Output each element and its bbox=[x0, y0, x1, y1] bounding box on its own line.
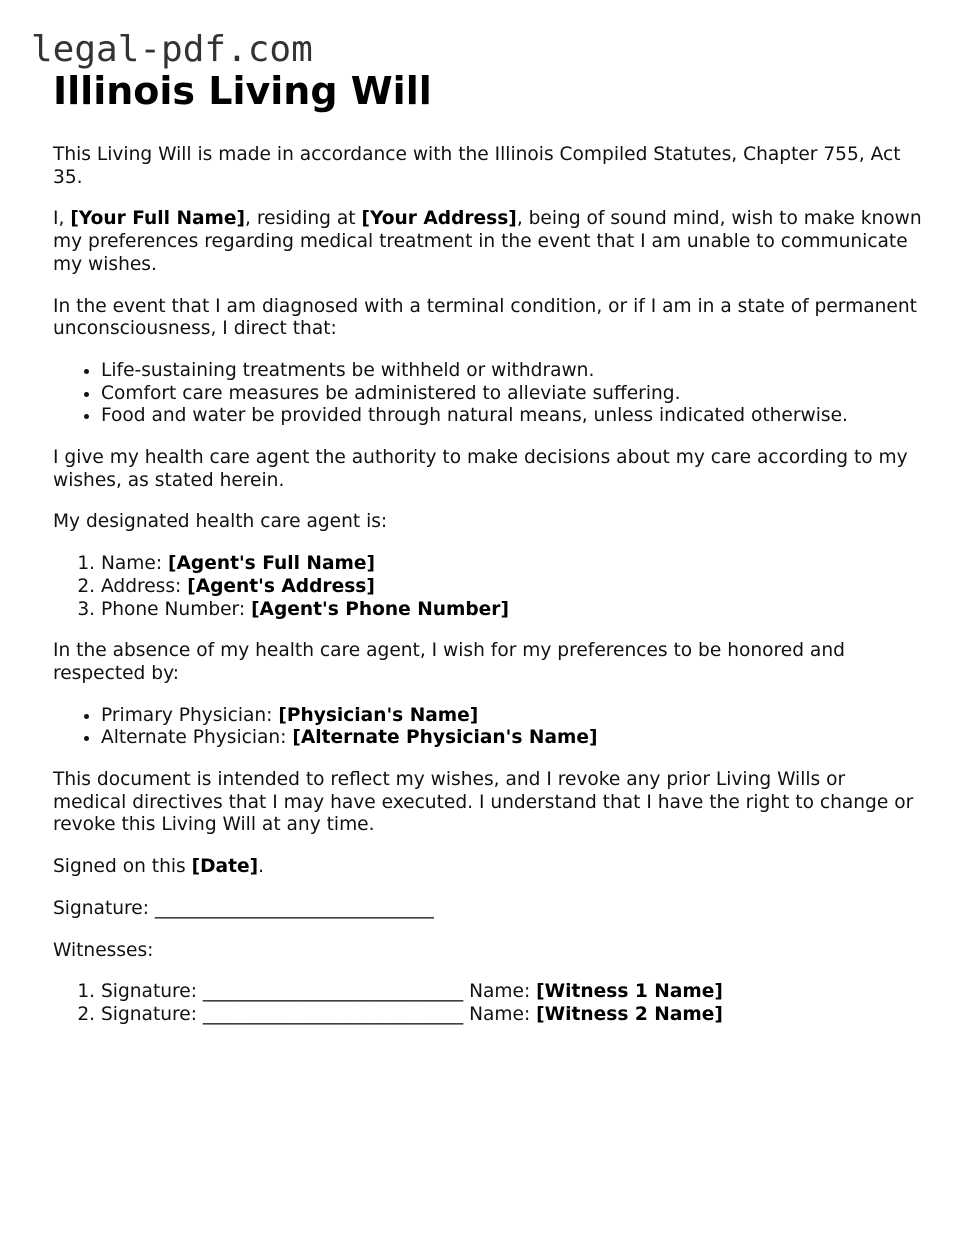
witnesses-label: Witnesses: bbox=[53, 939, 154, 961]
agent-item-label: Name: bbox=[101, 553, 169, 575]
watermark: legal-pdf.com bbox=[31, 29, 313, 70]
agent-intro: My designated health care agent is: bbox=[53, 511, 388, 533]
witness-1-name-placeholder: [Witness 1 Name] bbox=[536, 981, 723, 1003]
witness-signature-line: Signature: ____________________________ Name: bbox=[101, 981, 537, 1003]
signed-suffix: . bbox=[258, 856, 265, 878]
authority-paragraph: I give my health care agent the authority to make decisions about my care according to my wishes, as stated herein. bbox=[53, 447, 908, 491]
signature-line: Signature: ______________________________ bbox=[53, 897, 434, 919]
witness-signature-line: Signature: ____________________________ Name: bbox=[101, 1003, 537, 1025]
absence-paragraph: In the absence of my health care agent, I wish for my preferences to be honored and respected by: bbox=[53, 640, 845, 684]
condition-paragraph: In the event that I am diagnosed with a terminal condition, or if I am in a state of permanent unconsciousness, I direct that: bbox=[53, 295, 917, 340]
agent-phone-placeholder: [Agent's Phone Number] bbox=[251, 598, 509, 620]
agent-item bbox=[101, 599, 923, 622]
agent-item bbox=[101, 576, 923, 599]
declaration-paragraph bbox=[53, 208, 923, 276]
full-name-placeholder: [Your Full Name] bbox=[70, 208, 246, 230]
witness-item bbox=[101, 1004, 923, 1027]
date-placeholder: [Date] bbox=[191, 856, 259, 878]
declaration-suffix: , being of sound mind, wish to make known my preferences regarding medical treatment in the event that I am unable to communicate my wishes. bbox=[53, 208, 922, 275]
agent-name-placeholder: [Agent's Full Name] bbox=[168, 553, 376, 575]
physician-label: Alternate Physician: bbox=[101, 727, 293, 749]
directive-item: • Food and water be provided through natural means, unless indicated otherwise. bbox=[101, 405, 923, 428]
physician-name-placeholder: [Physician's Name] bbox=[278, 704, 479, 726]
witness-item bbox=[101, 981, 923, 1004]
agent-item-label: Phone Number: bbox=[101, 598, 252, 620]
agent-address-placeholder: [Agent's Address] bbox=[187, 575, 375, 597]
directive-item: • Life-sustaining treatments be withheld or withdrawn. bbox=[101, 360, 923, 383]
alternate-physician-placeholder: [Alternate Physician's Name] bbox=[292, 727, 598, 749]
declaration-middle: , residing at bbox=[245, 208, 362, 230]
address-placeholder: [Your Address] bbox=[361, 208, 517, 230]
agent-item-label: Address: bbox=[101, 575, 188, 597]
revocation-paragraph: This document is intended to reflect my wishes, and I revoke any prior Living Wills or medical directives that I may have executed. I understand that I have the right to change or revoke this Living Will at any time. bbox=[53, 769, 914, 836]
physician-item bbox=[101, 727, 923, 750]
declaration-prefix: I, bbox=[53, 208, 71, 230]
document-body bbox=[53, 66, 923, 1046]
signed-date-line bbox=[53, 856, 923, 879]
intro-paragraph: This Living Will is made in accordance with the Illinois Compiled Statutes, Chapter 755, Act 35. bbox=[53, 144, 901, 188]
physician-item bbox=[101, 705, 923, 728]
agent-list bbox=[53, 553, 923, 621]
directives-list bbox=[53, 360, 923, 428]
witness-2-name-placeholder: [Witness 2 Name] bbox=[536, 1003, 723, 1025]
signed-prefix: Signed on this bbox=[53, 856, 192, 878]
physician-label: Primary Physician: bbox=[101, 704, 279, 726]
directive-item: • Comfort care measures be administered to alleviate suffering. bbox=[101, 383, 923, 406]
document-title: Illinois Living Will bbox=[53, 69, 432, 113]
witnesses-list bbox=[53, 981, 923, 1026]
physicians-list bbox=[53, 705, 923, 750]
agent-item bbox=[101, 553, 923, 576]
